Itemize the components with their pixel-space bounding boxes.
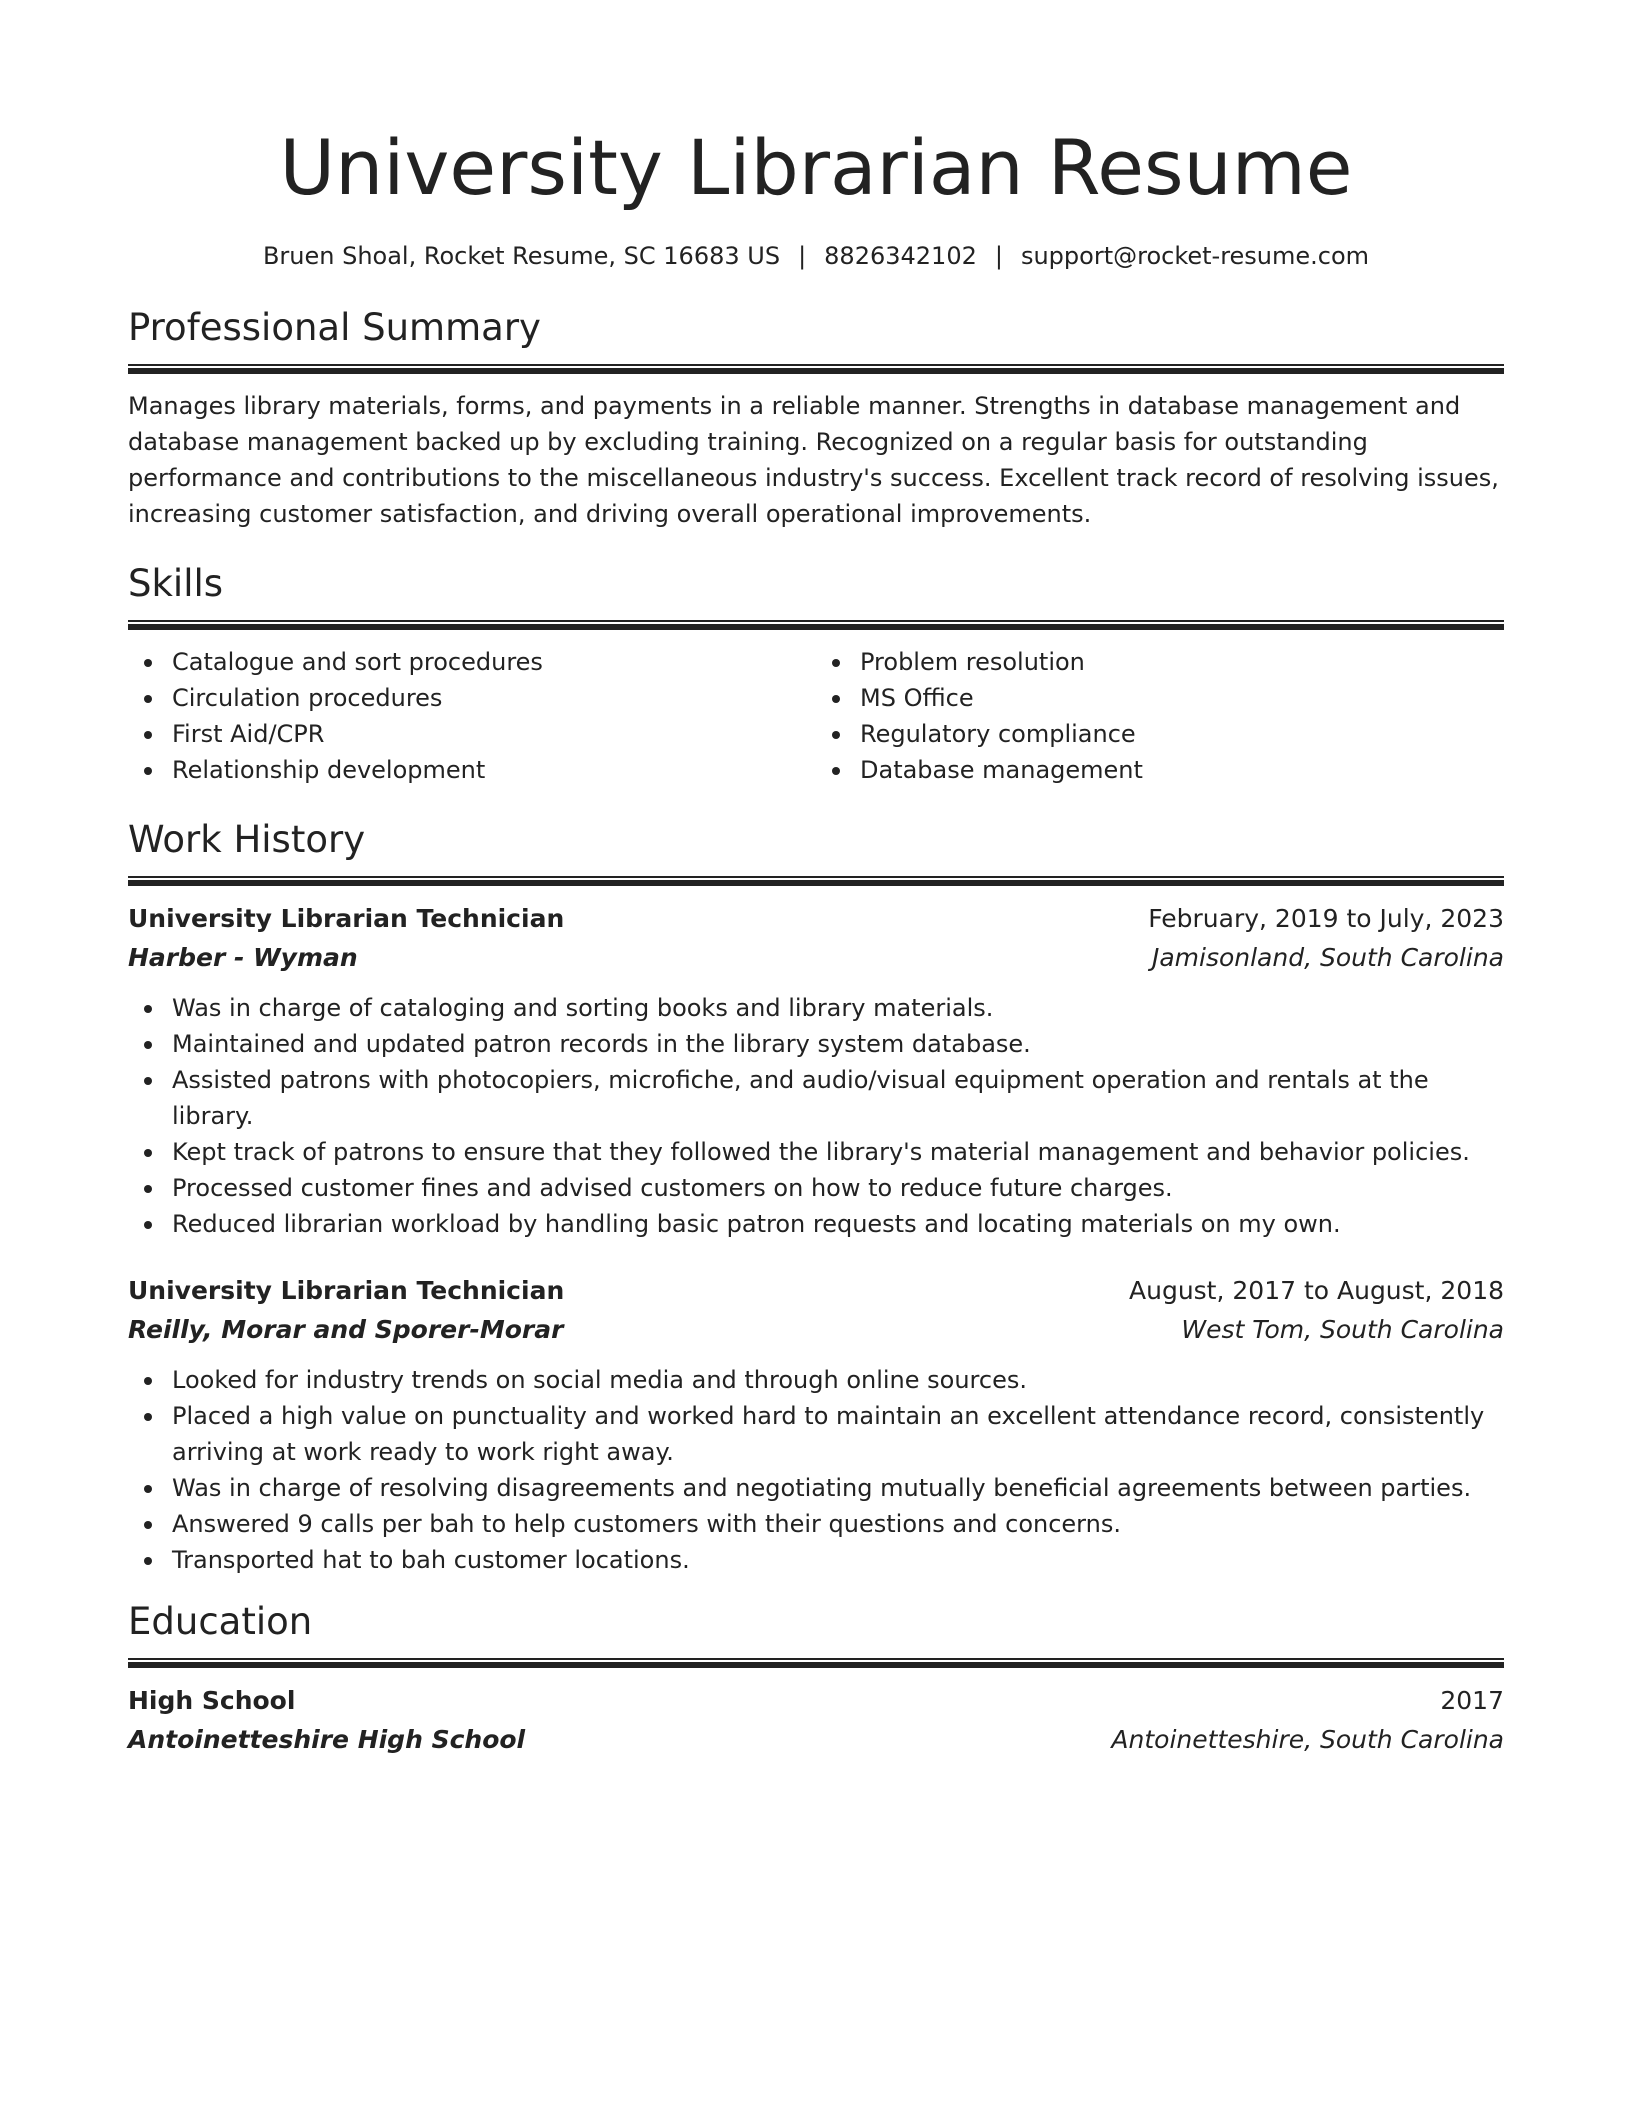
section-divider: [128, 620, 1504, 630]
work-history-heading: Work History: [128, 818, 366, 861]
job-location: West Tom, South Carolina: [1181, 1315, 1504, 1344]
job-subheader: [128, 938, 1504, 978]
contact-email: support@rocket-resume.com: [1020, 242, 1370, 270]
job-duties-list: [128, 990, 1504, 1242]
contact-line: [128, 240, 1504, 272]
education-subheader: [128, 1720, 1504, 1760]
job-company: Harber - Wyman: [128, 943, 358, 972]
skills-list-right: [816, 644, 1504, 788]
contact-separator: |: [994, 242, 1003, 270]
job-duty: Kept track of patrons to ensure that they followed the library's material management and behavior policies.: [172, 1134, 1504, 1170]
skills-column-left: [128, 644, 816, 788]
skill-item: MS Office: [860, 680, 1504, 716]
education-header: [128, 1682, 1504, 1720]
resume-title: University Librarian Resume: [279, 123, 1353, 212]
job-dates: August, 2017 to August, 2018: [1129, 1276, 1504, 1305]
job-entry: [128, 1272, 1504, 1578]
job-header: [128, 1272, 1504, 1310]
education-degree: High School: [128, 1686, 296, 1715]
summary-text: Manages library materials, forms, and payments in a reliable manner. Strengths in database management and database management backed up by excluding training. Recognized on a regular basis for outstanding performance and contributions to the miscellaneous industry's success. Excellent track record of resolving issues, increasing customer satisfaction, and driving overall operational improvements.: [128, 392, 1499, 528]
job-duty: Maintained and updated patron records in the library system database.: [172, 1026, 1504, 1062]
work-history-section: [128, 816, 1504, 1578]
contact-address: Bruen Shoal, Rocket Resume, SC 16683 US: [262, 242, 781, 270]
skills-list-left: [128, 644, 816, 788]
education-school: Antoinetteshire High School: [128, 1725, 526, 1754]
job-entry: [128, 900, 1504, 1242]
job-duty: Processed customer fines and advised customers on how to reduce future charges.: [172, 1170, 1504, 1206]
contact-separator: |: [798, 242, 807, 270]
job-duty: Answered 9 calls per bah to help customers with their questions and concerns.: [172, 1506, 1504, 1542]
job-location: Jamisonland, South Carolina: [1151, 943, 1504, 972]
job-duty: Transported hat to bah customer locations.: [172, 1542, 1504, 1578]
job-company: Reilly, Morar and Sporer-Morar: [128, 1315, 564, 1344]
section-divider: [128, 364, 1504, 374]
job-duty: Was in charge of resolving disagreements and negotiating mutually beneficial agreements between parties.: [172, 1470, 1504, 1506]
section-divider: [128, 1658, 1504, 1668]
job-header: [128, 900, 1504, 938]
job-duty: Reduced librarian workload by handling basic patron requests and locating materials on my own.: [172, 1206, 1504, 1242]
skill-item: First Aid/CPR: [172, 716, 816, 752]
job-duties-list: [128, 1362, 1504, 1578]
skills-column-right: [816, 644, 1504, 788]
job-duty: Was in charge of cataloging and sorting books and library materials.: [172, 990, 1504, 1026]
education-year: 2017: [1440, 1686, 1504, 1715]
job-dates: February, 2019 to July, 2023: [1148, 904, 1504, 933]
skills-section: [128, 560, 1504, 788]
job-subheader: [128, 1310, 1504, 1350]
summary-section: [128, 304, 1504, 532]
job-title: University Librarian Technician: [128, 904, 565, 933]
skills-grid: [128, 644, 1504, 788]
skill-item: Circulation procedures: [172, 680, 816, 716]
skill-item: Regulatory compliance: [860, 716, 1504, 752]
job-title: University Librarian Technician: [128, 1276, 565, 1305]
summary-heading: Professional Summary: [128, 306, 541, 349]
skill-item: Problem resolution: [860, 644, 1504, 680]
skill-item: Catalogue and sort procedures: [172, 644, 816, 680]
skill-item: Relationship development: [172, 752, 816, 788]
job-duty: Placed a high value on punctuality and worked hard to maintain an excellent attendance record, consistently arriving at work ready to work right away.: [172, 1398, 1504, 1470]
job-duty: Looked for industry trends on social media and through online sources.: [172, 1362, 1504, 1398]
job-duty: Assisted patrons with photocopiers, microfiche, and audio/visual equipment operation and rentals at the library.: [172, 1062, 1504, 1134]
education-location: Antoinetteshire, South Carolina: [1111, 1725, 1504, 1754]
section-divider: [128, 876, 1504, 886]
contact-phone: 8826342102: [824, 242, 977, 270]
education-heading: Education: [128, 1600, 313, 1643]
education-section: [128, 1598, 1504, 1760]
skill-item: Database management: [860, 752, 1504, 788]
skills-heading: Skills: [128, 562, 224, 605]
